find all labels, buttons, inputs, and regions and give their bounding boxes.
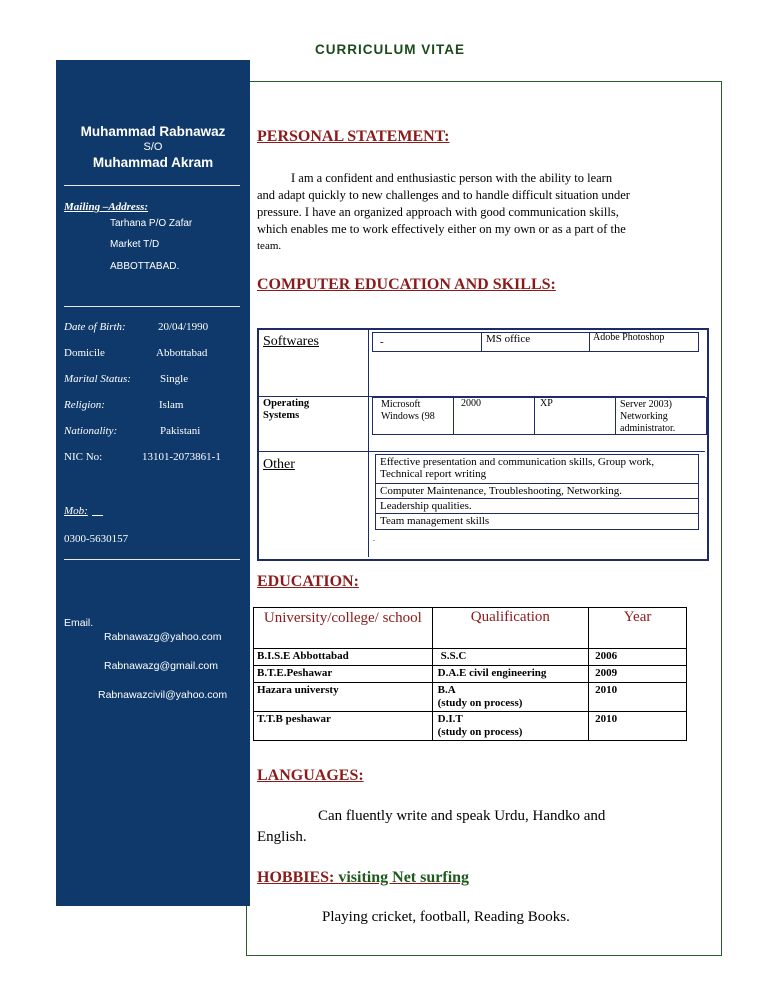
- hobbies-inline: visiting Net surfing: [338, 869, 470, 886]
- software-cell: [372, 332, 482, 352]
- address-line: Tarhana P/O Zafar: [110, 218, 193, 229]
- table-header-row: [254, 608, 687, 649]
- year-cell: 2009: [589, 666, 687, 683]
- divider: [64, 559, 240, 560]
- hobbies-label: HOBBIES:: [257, 869, 339, 886]
- software-item: -: [380, 336, 384, 348]
- software-item: Adobe Photoshop: [593, 332, 665, 343]
- qualification-note: (study on process): [437, 697, 523, 709]
- education-heading: EDUCATION:: [257, 573, 359, 590]
- qualification-cell: D.A.E civil engineering: [432, 666, 588, 683]
- sidebar: [56, 60, 250, 906]
- col-header: University/college/ school: [254, 608, 433, 649]
- religion-label: Religion:: [64, 399, 105, 411]
- year-cell: 2010: [589, 683, 687, 712]
- address-line: Market T/D: [110, 239, 160, 250]
- mailing-label: Mailing –Address:: [64, 201, 149, 213]
- year-cell: 2006: [589, 649, 687, 666]
- institution-cell: B.T.E.Peshawar: [254, 666, 433, 683]
- personal-heading: PERSONAL STATEMENT:: [257, 128, 450, 145]
- institution-cell: T.T.B peshawar: [254, 712, 433, 741]
- os-item: XP: [540, 398, 553, 409]
- institution-cell: B.I.S.E Abbottabad: [254, 649, 433, 666]
- os-label: Operating Systems: [263, 398, 310, 421]
- dob-label: Date of Birth:: [64, 321, 126, 333]
- personal-line: I am a confident and enthusiastic person with the ability to learn: [291, 171, 613, 185]
- divider: [64, 185, 240, 186]
- qualification-cell: [432, 683, 588, 712]
- qualification-name: B.A: [437, 684, 456, 696]
- qualification-name: D.I.T: [437, 713, 463, 725]
- religion-value: Islam: [159, 399, 184, 411]
- qualification-cell: S.S.C: [432, 649, 588, 666]
- marital-label: Marital Status:: [64, 373, 131, 385]
- mob-label: Mob:: [64, 505, 88, 517]
- year-cell: 2010: [589, 712, 687, 741]
- hobbies-text: Playing cricket, football, Reading Books.: [322, 909, 570, 925]
- os-item: Server 2003) Networking administrator.: [620, 399, 676, 434]
- mob-underline: [92, 505, 106, 517]
- divider: [64, 306, 240, 307]
- software-item: MS office: [486, 333, 531, 345]
- col-header: Qualification: [432, 608, 588, 649]
- other-item: Effective presentation and communication skills, Group work, Technical report writing: [380, 456, 655, 480]
- other-item: Leadership qualities.: [380, 500, 472, 512]
- skills-col-divider: [368, 330, 369, 557]
- nic-value: 13101-2073861-1: [142, 451, 221, 463]
- os-item: 2000: [461, 398, 481, 409]
- table-row: [254, 666, 687, 683]
- personal-line: which enables me to work effectively either on my own or as a part of the: [257, 222, 626, 236]
- personal-line: and adapt quickly to new challenges and to handle difficult situation under: [257, 188, 630, 202]
- son-of-label: S/O: [143, 141, 163, 153]
- table-row: [254, 649, 687, 666]
- os-item: Microsoft Windows (98: [381, 399, 435, 422]
- trailing-dot: .: [373, 534, 375, 543]
- nationality-label: Nationality:: [64, 425, 118, 437]
- languages-line: English.: [257, 829, 307, 845]
- marital-value: Single: [160, 373, 189, 385]
- languages-heading: LANGUAGES:: [257, 767, 364, 784]
- domicile-value: Abbottabad: [156, 347, 208, 359]
- computer-heading: COMPUTER EDUCATION AND SKILLS:: [257, 276, 556, 293]
- dob-value: 20/04/1990: [158, 321, 209, 333]
- other-item: Team management skills: [380, 515, 490, 527]
- personal-line: team.: [257, 240, 282, 252]
- domicile-label: Domicile: [64, 347, 105, 359]
- qualification-cell: [432, 712, 588, 741]
- nic-label: NIC No:: [64, 451, 103, 463]
- qualification-note: (study on process): [437, 726, 523, 738]
- other-item: Computer Maintenance, Troubleshooting, Networking.: [380, 485, 622, 497]
- nationality-value: Pakistani: [160, 425, 201, 437]
- table-row: [254, 683, 687, 712]
- other-label: Other: [263, 457, 295, 472]
- education-table: [253, 607, 687, 741]
- father-name: Muhammad Akram: [92, 155, 214, 170]
- page-title: CURRICULUM VITAE: [315, 42, 465, 57]
- personal-line: pressure. I have an organized approach with good communication skills,: [257, 205, 619, 219]
- institution-cell: Hazara universty: [254, 683, 433, 712]
- skills-row-divider: [259, 451, 705, 452]
- mob-value: 0300-5630157: [64, 533, 129, 545]
- col-header: Year: [589, 608, 687, 649]
- email-yahoo: Rabnawazg@yahoo.com: [104, 631, 222, 643]
- email-gmail: Rabnawazg@gmail.com: [104, 660, 218, 672]
- softwares-label: Softwares: [263, 334, 319, 349]
- hobbies-heading: [257, 869, 469, 887]
- candidate-name: Muhammad Rabnawaz: [80, 124, 226, 139]
- email-label: Email.: [64, 617, 94, 629]
- table-row: [254, 712, 687, 741]
- address-line: ABBOTTABAD.: [110, 261, 180, 272]
- languages-line: Can fluently write and speak Urdu, Handko and: [318, 808, 606, 824]
- email-civil: Rabnawazcivil@yahoo.com: [98, 689, 228, 701]
